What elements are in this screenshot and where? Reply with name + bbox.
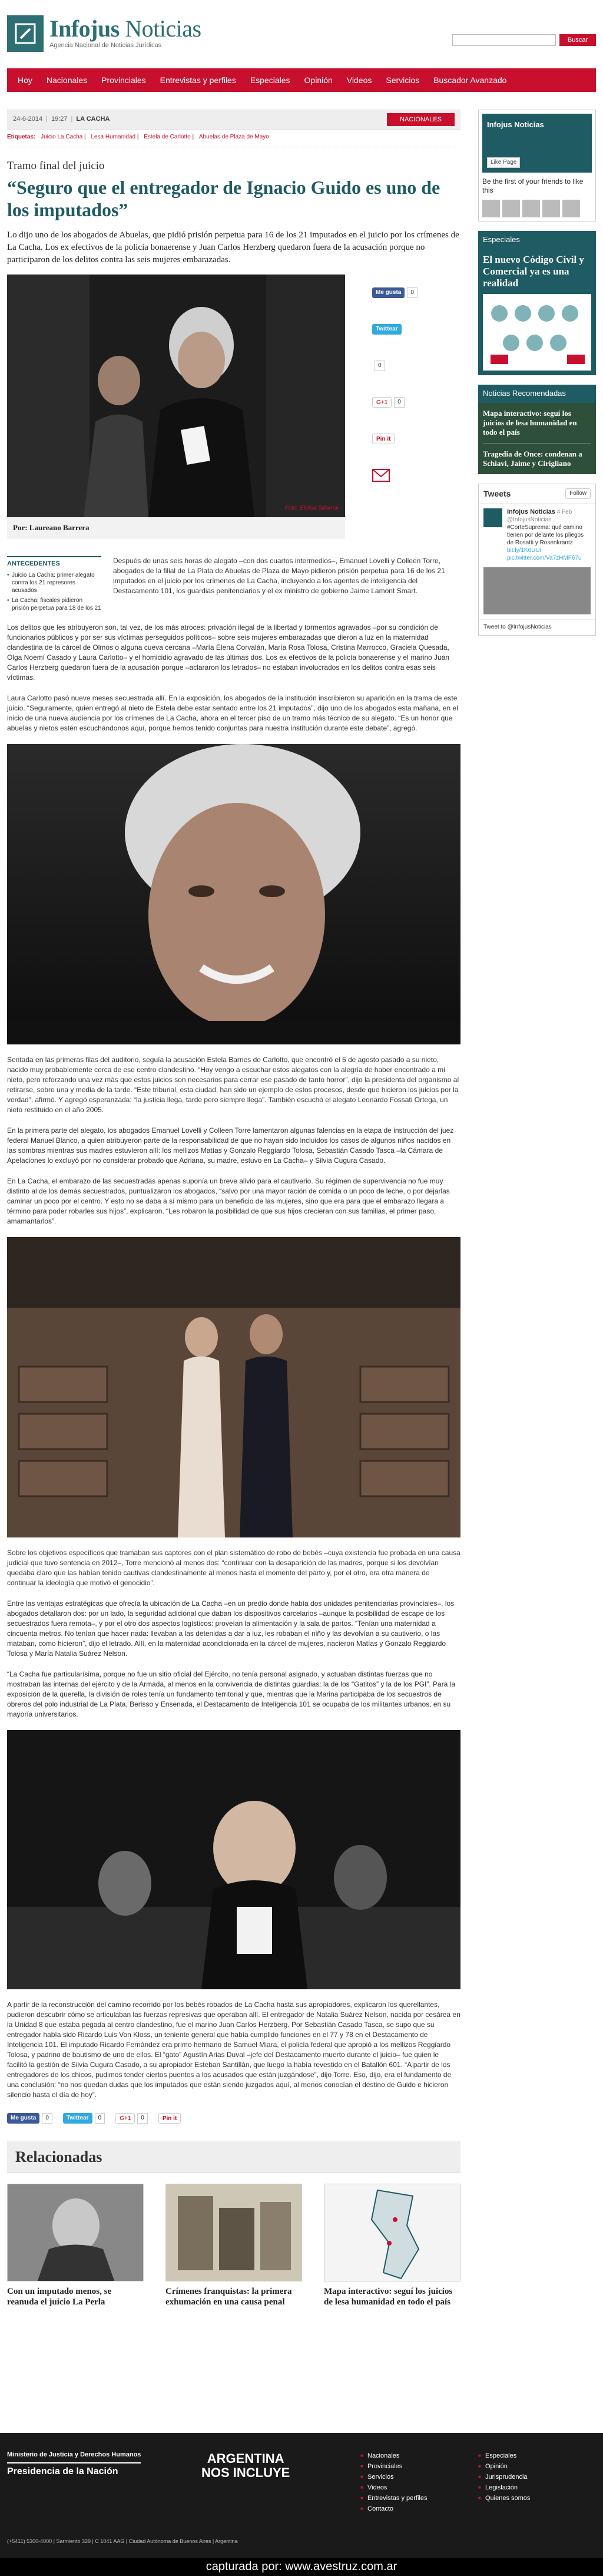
- nav-item-nacionales[interactable]: Nacionales: [46, 75, 88, 85]
- photo-publico-auditorio: [7, 1730, 460, 1989]
- footer-link[interactable]: ■ Opinión: [478, 2461, 530, 2472]
- footer-links-col1: [360, 2451, 427, 2514]
- nav-item-provinciales[interactable]: Provinciales: [101, 75, 146, 85]
- logo-mark-icon: [7, 15, 44, 52]
- google-plus-count: 0: [137, 2113, 148, 2124]
- main-nav: [7, 68, 596, 92]
- article-paragraph: Sentada en las primeras filas del auditorio, seguía la acusación Estela Barnes de Carlotto, que encontró el 5 de agosto pasado a su nieto, nacido muy probablemente cerca de ese centro clandestino. “Hoy vengo a escuchar estos alegatos con la alegría de haber encontrado a mi nieto, pero reforzando una vez más que estos juicios son necesarios para cerrar ese pasado de tanto horror”, dijo la presidenta del organismo al retirarse, sobre una y media de la tarde. “Este tribunal, esta ciudad, han sido un ejemplo de estos procesos, desde que hicieron los juicios por la verdad”, afirmó. Y agregó esperanzada: “la justicia llega, tarde pero siempre llega”. También escuchó el alegato Leonardo Fossati Ortega, un nieto restituido en el año 2005.: [7, 1055, 459, 1114]
- page-container: [7, 0, 596, 2307]
- tweet-count: 0: [95, 2113, 105, 2124]
- article-lead: Lo dijo uno de los abogados de Abuelas, que pidió prisión perpetua para 16 de los 21 imputados en el juicio por los crímenes de La Cacha. Los ex efectivos de la policía bonaerense y Juan Carlos Herzberg quedaron fuera de la acusación porque no participaron de los delitos contra las seis mujeres embarazadas.: [7, 230, 459, 265]
- related-heading: Relacionadas: [7, 2141, 460, 2173]
- footer-link[interactable]: ■ Videos: [360, 2482, 427, 2493]
- related-title[interactable]: Con un imputado menos, se reanuda el juicio La Perla: [7, 2286, 112, 2307]
- tag-link[interactable]: Estela de Carlotto: [144, 134, 191, 140]
- article-paragraph: En La Cacha, el embarazo de las secuestradas apenas suponía un breve alivio para el cautiverio. Su régimen de supervivencia no fue muy distinto al de los demás secuestrados, puntualizaron los abogados, “salvo por una mayor ración de comida o un poco de leche, o por dejarlas caminar un poco por el centro. Y esto no se daba a sí mismo para un beneficio de las mujeres, sino que era para que el embarazo llegara a término para poder robarles sus hijos”, explicaron. “Les robaron la posibilidad de que sus hijos crecieran con sus familias, el primer paso, amamantarlos”.: [7, 1176, 450, 1225]
- tweet-image[interactable]: [483, 567, 591, 614]
- footer-contact: (+5411) 5300-4000 | Sarmiento 329 | C 1041 AAG | Ciudad Autónoma de Buenos Aires | Argentina: [7, 2538, 238, 2544]
- especiales-widget: [478, 231, 596, 375]
- photo-abogados-sala: [7, 1237, 460, 1537]
- hero-photo-credit: Foto: Eloísa Sillamar: [284, 504, 339, 511]
- section-badge[interactable]: NACIONALES: [387, 113, 455, 126]
- related-thumbnail[interactable]: [324, 2184, 460, 2281]
- google-plus-count: 0: [394, 397, 405, 408]
- facebook-like-button[interactable]: Me gusta: [7, 2113, 39, 2124]
- article-date: 24-6-2014: [13, 115, 43, 123]
- pinterest-button[interactable]: Pin it: [372, 434, 395, 444]
- article-paragraph: En la primera parte del alegato, los abogados Emanuel Lovelli y Colleen Torre lamentaron algunas falencias en la etapa de instrucción del juez federal Manuel Blanco, a quien atribuyeron parte de la responsabilidad de que no hayan sido incluidos los casos de algunos niños nacidos en las sombras mientras sus madres estuvieron allí: los mellizos Matías y Gonzalo Reggiardo Tolosa, Sebastián Casado Tasca –la Cámara de Apelaciones lo excluyó por no considerar probado que Adriana, su madre, estuvo en La Cacha– y Silvia Cugura Casado.: [7, 1126, 454, 1165]
- search-form: [452, 34, 596, 46]
- tweet-to-link[interactable]: Tweet to @InfojusNoticias: [479, 619, 595, 636]
- avatar[interactable]: [562, 200, 580, 217]
- facebook-like-page-button[interactable]: Like Page: [487, 157, 520, 168]
- site-header: [7, 0, 596, 68]
- recomendada-link[interactable]: Tragedia de Once: condenan a Schiavi, Jaime y Cirigliano: [483, 449, 582, 468]
- nav-item-hoy[interactable]: Hoy: [18, 75, 32, 85]
- tweet-user[interactable]: Infojus Noticias: [507, 508, 555, 515]
- tag-link[interactable]: Lesa Humanidad: [91, 134, 136, 140]
- facebook-friends-text: Be the first of your friends to like this: [482, 177, 584, 194]
- article-paragraph: Entre las ventajas estratégicas que ofrecía la ubicación de La Cacha –en un predio donde había dos unidades penitenciarias provinciales–, los abogados detallaron dos: por un lado, la seguridad adicional que daban los dispositivos carcelarios –aunque la posibilidad de escape de los secuestrados fuera remota–, y por el otro dos aspectos logísticos: proveían la alimentación y la sala de partos. “Tenían una maternidad a cincuenta metros. No tenían que hacer nada: llevaban a las detenidas a dar a luz, les robaban el niño y las devolvían a su cautiverio, o las mataban, como hicieron”, dijo el letrado. Allí, en la maternidad acondicionada en la cárcel de mujeres, nacieron Matías y Gonzalo Reggiardo Tolosa y María Natalia Suárez Nelson.: [7, 1599, 455, 1658]
- argentina-logo[interactable]: ARGENTINA NOS INCLUYE: [201, 2451, 290, 2480]
- footer-link[interactable]: ■ Contacto: [360, 2504, 427, 2514]
- article-infobar: 24-6-2014 | 19:27 | LA CACHA NACIONALES: [7, 110, 460, 130]
- avatar[interactable]: [482, 200, 500, 217]
- recomendada-link[interactable]: Mapa interactivo: seguí los juicios de lesa humanidad en todo el país: [483, 409, 591, 444]
- footer-link[interactable]: ■ Especiales: [478, 2451, 530, 2461]
- article-headline: “Seguro que el entregador de Ignacio Guido es uno de los imputados”: [7, 177, 440, 221]
- antecedentes-title: ANTECEDENTES: [7, 560, 60, 568]
- related-list: [7, 2184, 460, 2307]
- tags-label: Etiquetas:: [7, 134, 36, 140]
- capture-credit: capturada por: www.avestruz.com.ar: [0, 2558, 603, 2576]
- twitter-widget: [478, 484, 596, 636]
- pinterest-button[interactable]: Pin it: [158, 2113, 181, 2124]
- tweet-button[interactable]: Twittear: [372, 324, 402, 335]
- tweet-time: 4 Feb: [556, 508, 572, 515]
- tweet: [479, 504, 595, 567]
- tweet-link[interactable]: bit.ly/1K6UUi pic.twitter.com/Va7zHMF67u: [507, 547, 582, 561]
- tag-link[interactable]: Juicio La Cacha: [41, 134, 83, 140]
- footer-link[interactable]: ■ Jurisprudencia: [478, 2472, 530, 2482]
- article-time: 19:27: [51, 115, 68, 123]
- tag-list: Etiquetas: Juicio La Cacha | Lesa Humanidad | Estela de Carlotto | Abuelas de Plaza de Mayo: [7, 133, 460, 147]
- recomendadas-widget: [478, 385, 596, 474]
- article-paragraph: “La Cacha fue particularísima, porque no fue un sitio oficial del Ejército, no tenía personal asignado, y actuaban distintas fuerzas que no mostraban las internas del ejército y de la Armada, al menos en la convivencia de distintas guardias: la de los “Gatitos” y la de los PGI”. Para la exposición de la querella, la división de roles tenía un fundamento territorial y que, mientras que la Marina participaba de los secuestros de obreros del polo industrial de La Plata, Berisso y Ensenada, el Destacamento de Inteligencia 101 se ocupaba de los militantes urbanos, en su mayoría universitarios.: [7, 1669, 456, 1718]
- ministry-logo[interactable]: Ministerio de Justicia y Derechos Humanos Presidencia de la Nación: [7, 2451, 141, 2478]
- avatar[interactable]: [542, 200, 560, 217]
- email-share-icon[interactable]: [372, 469, 390, 482]
- antecedente-link[interactable]: • La Cacha: fiscales pidieron prisión perpetua para 18 de los 21: [7, 597, 101, 612]
- article-column: [7, 110, 460, 2307]
- tag-link[interactable]: Abuelas de Plaza de Mayo: [198, 134, 269, 140]
- related-item[interactable]: [165, 2184, 302, 2307]
- article-paragraph: Laura Carlotto pasó nueve meses secuestrada allí. En la exposición, los abogados de la institución inscribieron su aparición en la trama de este juicio. “Seguramente, quien entregó al nieto de Estela debe estar sentado entre los 21 imputados”, dijo uno de los abogados esta mañana, en el inicio de una nueva audiencia por los crímenes de La Cacha, ahora en el tercer piso de un tramo más técnico de su alegato. “Es un honor que abuelas y nietos estén escuchándonos aquí, porque hemos tenido conjuntas para nuestra institución durante este debate”, agregó.: [7, 693, 458, 732]
- footer-link[interactable]: ■ Servicios: [360, 2472, 427, 2482]
- footer-link[interactable]: ■ Legislación: [478, 2482, 530, 2493]
- facebook-like-button[interactable]: Me gusta: [372, 287, 405, 298]
- article-kicker: Tramo final del juicio: [7, 159, 105, 172]
- footer-link[interactable]: ■ Nacionales: [360, 2451, 427, 2461]
- share-sidebar: [372, 275, 413, 538]
- tweet-handle[interactable]: @InfojusNoticias: [507, 516, 552, 523]
- facebook-cover[interactable]: [482, 114, 592, 173]
- recomendadas-heading: Noticias Recomendadas: [478, 385, 596, 403]
- sidebar: [478, 110, 596, 2307]
- antecedente-link[interactable]: • Juicio La Cacha: primer alegato contra los 21 represores acusados: [7, 571, 101, 594]
- google-plus-button[interactable]: G+1: [115, 2113, 135, 2124]
- footer-links-col2: [478, 2451, 530, 2504]
- nav-item-buscador[interactable]: Buscador Avanzado: [433, 75, 507, 85]
- facebook-faces: [482, 200, 592, 217]
- especiales-featured-image[interactable]: [483, 294, 591, 371]
- article-paragraph: A partir de la reconstrucción del camino recorrido por los bebés robados de La Cacha hasta sus apropiadores, explicaron los querellantes, pudieron descubrir cómo se articulaban las fuerzas represivas que operaban allí. El entregador de Natalia Suárez Nelson, nacida por cesárea en la Unidad 8 que estaba pegada al centro clandestino, fue el marino Juan Carlos Herzberg. Por Sebastián Casado Tasca, se supo que su entregador había sido Ricardo Luis Von Kloss, un teniente general que había cumplido funciones en el 77 y 78 en el Destacamento de Inteligencia 101. El imputado Ricardo Fernández era primo hermano de Samuel Miara, el policía federal que apropió a los mellizos Reggiardo Tolosa, y padrino de bautismo de uno de ellos. El “gato” Agustín Arias Duval –jefe del Destacamento muerto durante el juicio– fue quien le facilitó la gestión de Silvia Cugura Casado, a su apropiador Esteban Santillán, que luego la había revestido en el Batallón 601. “A partir de los entregadores de los chicos, pudimos tender ciertos puentes a los acusados que están juzgándose”, dijo Torre. Eso, dijo, era el fundamento de una conclusión: “no nos quedan dudas que los imputados que están siendo juzgados aquí, al menos conocían el destino de Guido e hicieron silencio hasta el día de hoy”.: [7, 2000, 460, 2099]
- related-title[interactable]: Mapa interactivo: seguí los juicios de lesa humanidad en todo el país: [324, 2286, 453, 2307]
- nav-item-videos[interactable]: Videos: [346, 75, 372, 85]
- photo-estela-carlotto: [7, 744, 460, 1044]
- twitter-follow-button[interactable]: Follow: [565, 488, 591, 500]
- search-input[interactable]: [452, 34, 556, 46]
- avatar[interactable]: [502, 200, 520, 217]
- twitter-widget-title: Tweets: [483, 488, 511, 498]
- related-item[interactable]: [324, 2184, 460, 2307]
- nav-item-opinion[interactable]: Opinión: [304, 75, 333, 85]
- related-thumbnail[interactable]: [165, 2184, 302, 2281]
- tweet-text: #CorteSupremа: qué camino tienen por delante los pliegos de Rosatti y Rosenkrantz: [507, 524, 584, 546]
- tweet-button[interactable]: Twittear: [63, 2113, 92, 2124]
- hero-photo: [7, 275, 345, 517]
- related-title[interactable]: Crímenes franquistas: la primera exhumación en una causa penal: [165, 2286, 292, 2307]
- avatar[interactable]: [522, 200, 540, 217]
- logo-title: Infojus Noticias: [49, 15, 201, 42]
- tweet-count: 0: [375, 361, 385, 371]
- footer-link[interactable]: ■ Entrevistas y perfiles: [360, 2493, 427, 2504]
- facebook-like-count: 0: [407, 287, 418, 298]
- article-paragraph: Los delitos que les atribuyeron son, tal vez, de los más atroces: privación ilegal de la libertad y tormentos agravados –por su condición de funcionarios públicos y por ser sus víctimas perseguidos políticos– sobre seis mujeres embarazadas que dieron a luz en la maternidad clandestina de la cárcel de Olmos o alguna cueva cercana –María Elena Corvalán, María Rosa Tolosa, Cristina Marrocco, Graciela Quesada, Olga Noemí Casado y Laura Carlotto– y el homicidio agravado de las últimas dos. Los ex efectivos de la policía bonaerense y el marino Juan Carlos Herzberg quedaron fuera de la acusación porque –aclararon los letrados– no estaban involucrados en los delitos contra esas seis víctimas.: [7, 623, 450, 682]
- facebook-page-name[interactable]: Infojus Noticias: [487, 120, 544, 129]
- article-intro: Después de unas seis horas de alegato –con dos cuartos intermedios–, Emanuel Lovelli y Colleen Torre, abogados de la filial de La Plata de Abuelas de Plaza de Mayo pidieron prisión perpetua para 16 de los 21 imputados en el juicio por los crímenes de La Cacha, incluyendo a los agentes de inteligencia del Destacamento 101, los guardias penitenciarios y el ex ministro de gobierno Jaime Lamont Smart.: [113, 557, 445, 596]
- especiales-heading: Especiales: [478, 231, 596, 249]
- article-author: Por: Laureano Barrera: [7, 517, 345, 538]
- nav-item-entrevistas[interactable]: Entrevistas y perfiles: [160, 75, 236, 85]
- article-section[interactable]: LA CACHA: [76, 115, 110, 123]
- avatar[interactable]: [483, 508, 502, 527]
- footer-link[interactable]: ■ Quienes somos: [478, 2493, 530, 2504]
- google-plus-button[interactable]: G+1: [372, 397, 392, 408]
- related-item[interactable]: [7, 2184, 144, 2307]
- search-button[interactable]: Buscar: [559, 34, 596, 46]
- antecedentes-box: [7, 556, 101, 612]
- related-thumbnail[interactable]: [7, 2184, 144, 2281]
- logo-subtitle: Agencia Nacional de Noticias Jurídicas: [49, 42, 162, 49]
- facebook-widget: [478, 110, 596, 221]
- especiales-featured-title[interactable]: El nuevo Código Civil y Comercial ya es una realidad: [483, 253, 584, 289]
- article-paragraph: Sobre los objetivos específicos que tramaban sus captores con el plan sistemático de robo de bebés –cuya existencia fue probada en una causa judicial que tuvo sentencia en 2012–, Torre mencionó al menos dos: “continuar con la desaparición de las madres, porque si los devolvían quedaba claro que las habían tenido cautivas clandestinamente al menos hasta el momento del parto y, por el otro, era otra manera de continuar la ideología que motivó el genocidio”.: [7, 1548, 460, 1587]
- site-logo[interactable]: [7, 15, 201, 52]
- nav-item-especiales[interactable]: Especiales: [250, 75, 290, 85]
- facebook-like-count: 0: [42, 2113, 52, 2124]
- nav-item-servicios[interactable]: Servicios: [386, 75, 420, 85]
- share-row-bottom: [7, 2113, 460, 2124]
- site-footer: [0, 2433, 603, 2558]
- footer-link[interactable]: ■ Provinciales: [360, 2461, 427, 2472]
